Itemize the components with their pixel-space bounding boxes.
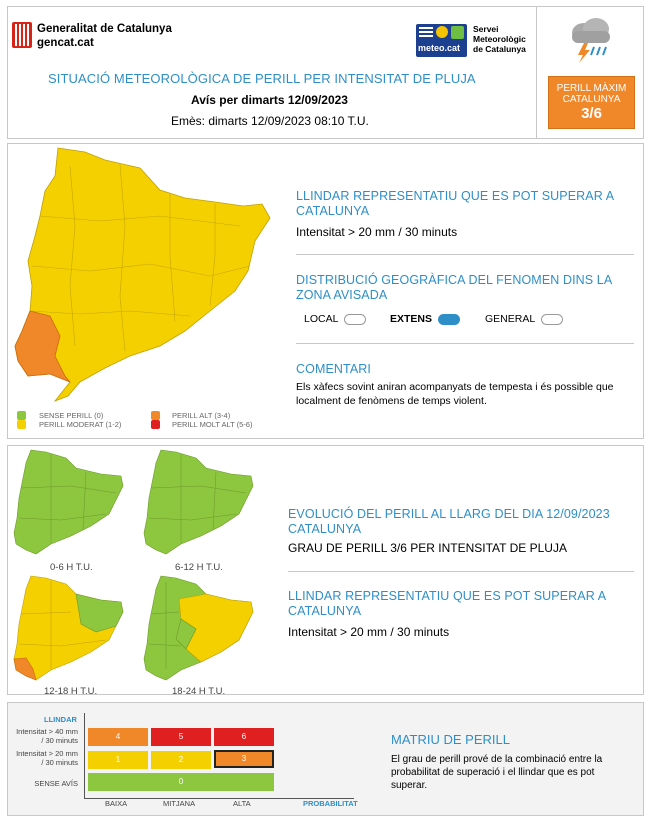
- map-label-12-18: 12-18 H T.U.: [44, 686, 98, 697]
- divider: [296, 254, 634, 255]
- header-divider: [536, 7, 537, 138]
- catalonia-map-overall: [10, 146, 275, 411]
- legend-label-moderate: PERILL MODERAT (1-2): [39, 420, 122, 429]
- matrix-panel: [7, 702, 644, 816]
- matrix-cell-3-selected: 3: [214, 750, 274, 768]
- threshold-value: Intensitat > 20 mm / 30 minuts: [296, 225, 458, 239]
- sun-icon: [436, 26, 448, 38]
- badge-line2: CATALUNYA: [562, 94, 621, 105]
- map-18-24: [141, 574, 256, 689]
- badge-line1: PERILL MÀXIM: [556, 83, 627, 94]
- generalitat-name: Generalitat de Catalunya: [37, 23, 172, 35]
- toggle-general[interactable]: [541, 314, 563, 325]
- matrix-text: El grau de perill prové de la combinació entre la probabilitat de superació i el llindar que es pot superar.: [391, 754, 603, 791]
- matrix-cell-0: 0: [88, 773, 274, 791]
- generalitat-logo-icon: [12, 22, 32, 48]
- map-6-12: [141, 448, 256, 563]
- storm-cloud-icon: [564, 13, 616, 68]
- map-label-0-6: 0-6 H T.U.: [50, 562, 93, 573]
- matrix-row-label-3: SENSE AVÍS: [34, 779, 78, 788]
- map-label-6-12: 6-12 H T.U.: [175, 562, 223, 573]
- distribution-option-local[interactable]: [304, 313, 366, 325]
- badge-value: 3/6: [581, 105, 602, 122]
- threshold-title-2: LLINDAR REPRESENTATIU QUE ES POT SUPERAR A CATALUNYA: [288, 589, 606, 618]
- matrix-row-label-1: Intensitat > 40 mm / 30 minuts: [16, 727, 78, 745]
- legend-label-high: PERILL ALT (3-4): [172, 411, 231, 420]
- option-label-local: LOCAL: [304, 313, 339, 325]
- issued-time: Emès: dimarts 12/09/2023 08:10 T.U.: [171, 114, 369, 128]
- matrix-title: MATRIU DE PERILL: [391, 732, 510, 747]
- leaf-icon: [451, 26, 464, 39]
- divider: [296, 343, 634, 344]
- matrix-col-label-high: ALTA: [233, 799, 251, 808]
- gencat-link[interactable]: gencat.cat: [37, 37, 94, 49]
- legend-swatch-very-high: [151, 420, 160, 429]
- matrix-cell-6: 6: [214, 728, 274, 746]
- toggle-local[interactable]: [344, 314, 366, 325]
- map-0-6: [11, 448, 126, 563]
- matrix-probability-axis-label: PROBABILITAT: [303, 799, 358, 808]
- legend-swatch-high: [151, 411, 160, 420]
- matrix-col-label-medium: MITJANA: [163, 799, 196, 808]
- warning-date: Avís per dimarts 12/09/2023: [191, 93, 348, 107]
- meteocat-logo: [416, 24, 467, 57]
- max-danger-badge: [548, 76, 635, 129]
- legend-swatch-moderate: [17, 420, 26, 429]
- smc-name-line3: de Catalunya: [473, 44, 526, 54]
- comment-text: Els xàfecs sovint aniran acompanyats de tempesta i és possible que localment de fenòmens de temps violent.: [296, 381, 614, 407]
- legend-swatch-none: [17, 411, 26, 420]
- matrix-threshold-axis-label: LLINDAR: [44, 715, 77, 724]
- page-title: SITUACIÓ METEOROLÒGICA DE PERILL PER INTENSITAT DE PLUJA: [48, 71, 476, 86]
- comment-title: COMENTARI: [296, 362, 371, 376]
- map-12-18: [11, 574, 126, 689]
- threshold-title: LLINDAR REPRESENTATIU QUE ES POT SUPERAR A CATALUNYA: [296, 189, 614, 218]
- bars-icon: [419, 27, 433, 38]
- divider: [288, 571, 634, 572]
- option-label-extens: EXTENS: [390, 313, 433, 325]
- distribution-title: DISTRIBUCIÓ GEOGRÀFICA DEL FENOMEN DINS LA ZONA AVISADA: [296, 273, 612, 302]
- legend-label-none: SENSE PERILL (0): [39, 411, 104, 420]
- smc-name-line1: Servei: [473, 24, 499, 34]
- matrix-cell-5: 5: [151, 728, 211, 746]
- option-label-general: GENERAL: [485, 313, 536, 325]
- matrix-row-label-2: Intensitat > 20 mm / 30 minuts: [16, 749, 78, 767]
- matrix-y-axis: [84, 713, 85, 799]
- threshold-value-2: Intensitat > 20 mm / 30 minuts: [288, 625, 450, 639]
- distribution-option-general[interactable]: [485, 313, 563, 325]
- matrix-cell-1: 1: [88, 751, 148, 769]
- legend-label-very-high: PERILL MOLT ALT (5-6): [172, 420, 253, 429]
- smc-name: [473, 24, 526, 54]
- toggle-extens[interactable]: [438, 314, 460, 325]
- evolution-panel: [7, 445, 644, 695]
- distribution-option-extens[interactable]: [390, 313, 460, 325]
- current-danger-panel: [7, 143, 644, 439]
- evolution-title: EVOLUCIÓ DEL PERILL AL LLARG DEL DIA 12/09/2023 CATALUNYA: [288, 507, 610, 536]
- map-label-18-24: 18-24 H T.U.: [172, 686, 226, 697]
- meteocat-logo-text: meteo.cat: [418, 43, 461, 53]
- matrix-cell-4: 4: [88, 728, 148, 746]
- matrix-cell-2: 2: [151, 751, 211, 769]
- smc-name-line2: Meteorològic: [473, 34, 526, 44]
- evolution-value: GRAU DE PERILL 3/6 PER INTENSITAT DE PLUJA: [288, 541, 567, 555]
- header-panel: [7, 6, 644, 139]
- matrix-col-label-low: BAIXA: [105, 799, 128, 808]
